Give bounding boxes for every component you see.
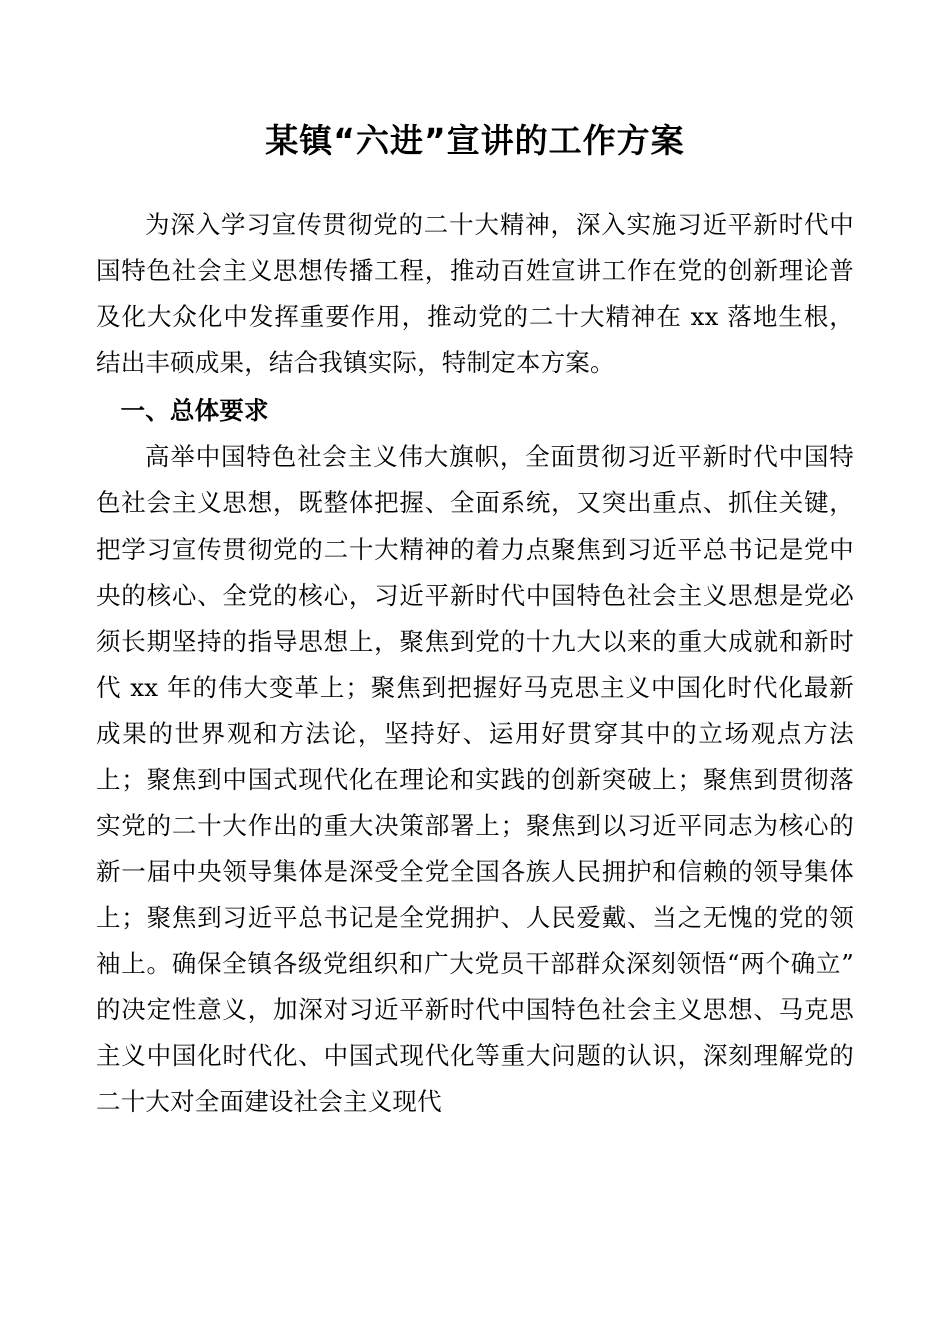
- section-heading-overall-requirements: 一、总体要求: [120, 396, 269, 426]
- page-title: 某镇“六进”宣讲的工作方案: [265, 121, 685, 160]
- section-body-overall-requirements: 高举中国特色社会主义伟大旗帜，全面贯彻习近平新时代中国特色社会主义思想，既整体把握、全面系统，又突出重点、抓住关键，把学习宣传贯彻党的二十大精神的着力点聚焦到习近平总书记是党中央的核心、全党的核心，习近平新时代中国特色社会主义思想是党必须长期坚持的指导思想上，聚焦到党的十九大以来的重大成就和新时代 xx 年的伟大变革上；聚焦到把握好马克思主义中国化时代化最新成果的世界观和方法论，坚持好、运用好贯穿其中的立场观点方法上；聚焦到中国式现代化在理论和实践的创新突破上；聚焦到贯彻落实党的二十大作出的重大决策部署上；聚焦到以习近平同志为核心的新一届中央领导集体是深受全党全国各族人民拥护和信赖的领导集体上；聚焦到习近平总书记是全党拥护、人民爱戴、当之无愧的党的领袖上。确保全镇各级党组织和广大党员干部群众深刻领悟“两个确立”的决定性意义，加深对习近平新时代中国特色社会主义思想、马克思主义中国化时代化、中国式现代化等重大问题的认识，深刻理解党的二十大对全面建设社会主义现代: [96, 442, 854, 1117]
- intro-paragraph: 为深入学习宣传贯彻党的二十大精神，深入实施习近平新时代中国特色社会主义思想传播工程，推动百姓宣讲工作在党的创新理论普及化大众化中发挥重要作用，推动党的二十大精神在 xx 落地生根，结出丰硕成果，结合我镇实际，特制定本方案。: [96, 210, 854, 378]
